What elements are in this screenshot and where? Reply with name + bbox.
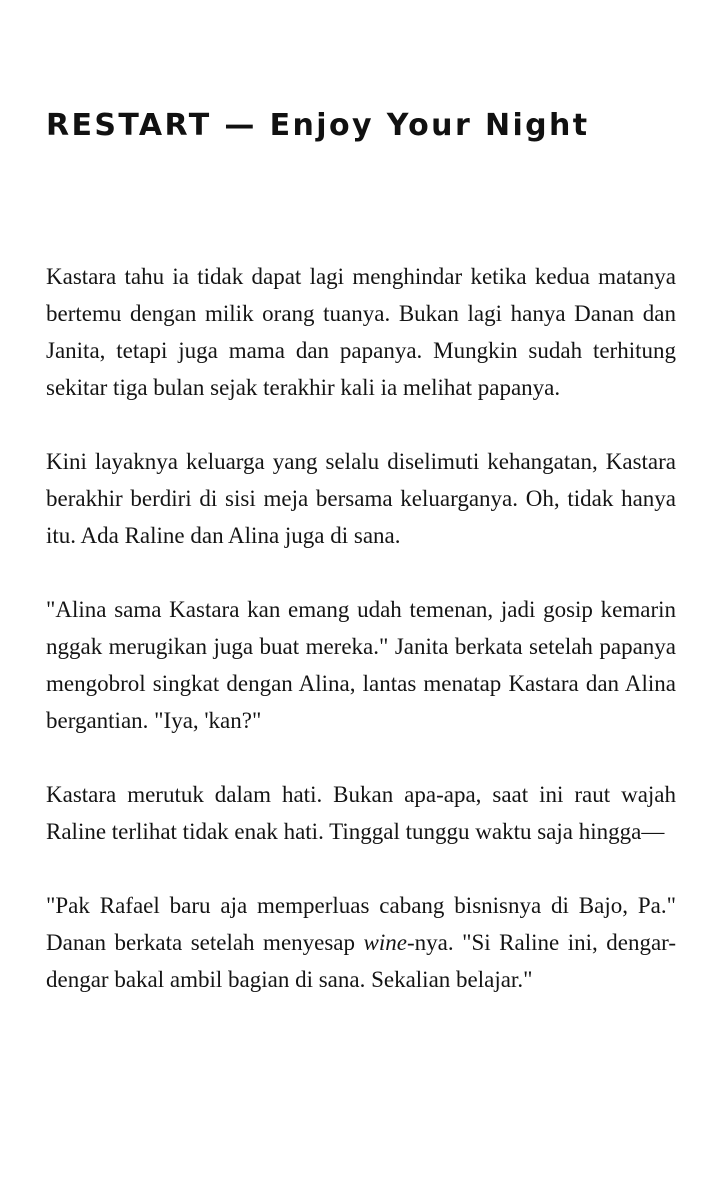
paragraph-2: Kini layaknya keluarga yang selalu diselimuti kehangatan, Kastara berakhir berdiri di sisi meja bersama keluarganya. Oh, tidak hanya itu. Ada Raline dan Alina juga di sana.: [46, 449, 676, 548]
paragraph-1: Kastara tahu ia tidak dapat lagi menghindar ketika kedua matanya bertemu dengan milik orang tuanya. Bukan lagi hanya Danan dan Janita, tetapi juga mama dan papanya. Mungkin sudah terhitung sekitar tiga bulan sejak terakhir kali ia melihat papanya.: [46, 264, 676, 400]
paragraph-4: Kastara merutuk dalam hati. Bukan apa-apa, saat ini raut wajah Raline terlihat tidak enak hati. Tinggal tunggu waktu saja hingga—: [46, 782, 676, 844]
paragraph-5-before: "Pak Rafael baru aja memperluas cabang bisnisnya di Bajo, Pa." Danan berkata setelah menyesap: [46, 893, 676, 955]
paragraph-5-italic-word: wine: [363, 930, 407, 955]
paragraph-5-after: -nya. "Si Raline ini, dengar-dengar bakal ambil bagian di sana. Sekalian belajar.": [46, 930, 677, 992]
paragraph-3: "Alina sama Kastara kan emang udah temenan, jadi gosip kemarin nggak merugikan juga buat mereka." Janita berkata setelah papanya mengobrol singkat dengan Alina, lantas menatap Kastara dan Alina bergantian. "Iya, 'kan?": [46, 597, 676, 733]
story-body: [46, 258, 676, 1035]
chapter-title: RESTART — Enjoy Your Night: [46, 108, 590, 143]
story-page: [46, 0, 676, 1200]
paragraph-5: [46, 887, 676, 998]
